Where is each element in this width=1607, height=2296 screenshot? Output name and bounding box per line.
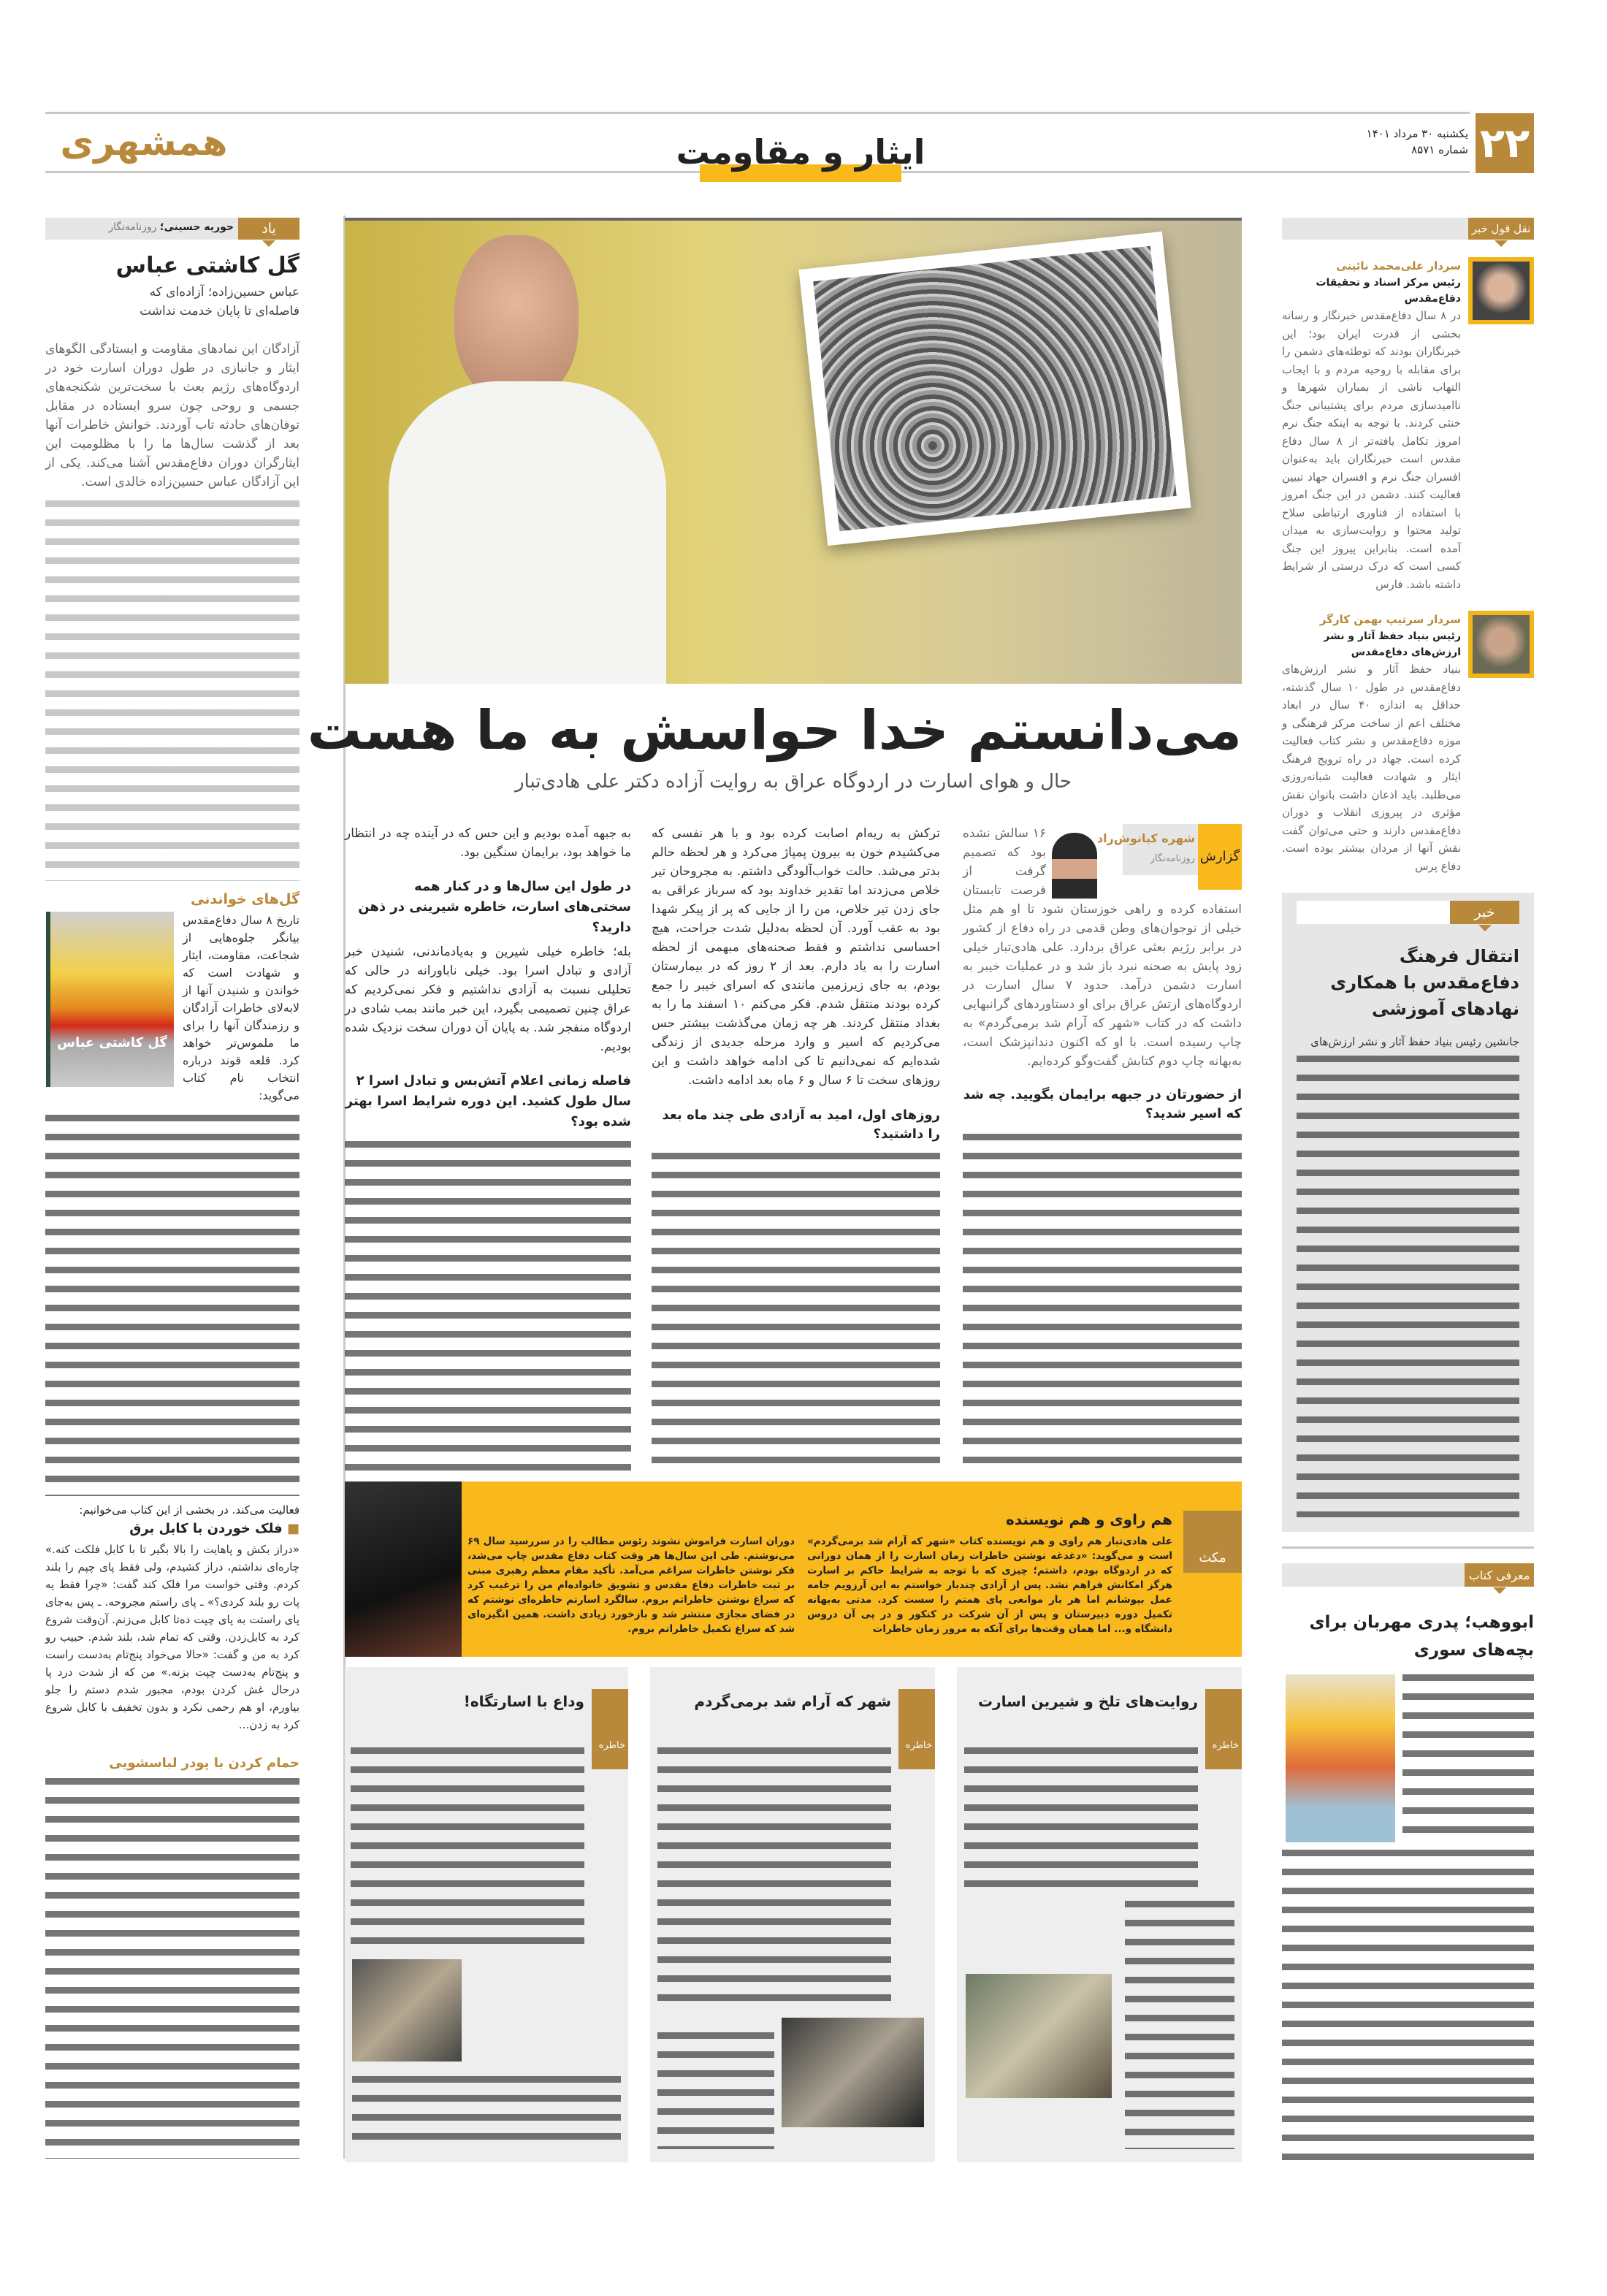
main-col1 xyxy=(963,824,1242,1476)
memory-text-3 xyxy=(351,1747,584,1945)
crowd-image xyxy=(813,246,1176,532)
main-photo xyxy=(345,218,1242,684)
question-4: فاصله زمانی اعلام آتش‌بس و تبادل اسرا ۲ سال طول کشید. این دوره شرایط اسرا بهتر شده بود؟ xyxy=(345,1073,631,1129)
memory-title-1: روایت‌های تلخ و شیرین اسارت xyxy=(978,1693,1198,1710)
callout-text-2: دوران اسارت فراموش نشوند رئوس مطالب را در سررسید سال ۶۹ می‌نوشتم. طی این سال‌ها هر وقت کتاب دفاع مقدس چاپ می‌شد، فکر نوشتن خاطرات سراغم می‌آمد. تأکید مقام معظم رهبری مبنی بر ثبت خاطرات دفاع مقدس و تشویق خانواده‌ام من را ترغیب کرد که سراغ نوشتن خاطراتم بروم. سالگرد اسارتم خاطره‌ای نوشتم که در فضای مجازی منتشر شد و بازخورد زیادی داشت. همین انگیزه‌ای شد که سراغ تکمیل خاطراتم بروم. xyxy=(467,1536,795,1635)
issue-info xyxy=(1337,126,1468,158)
quote-1-name: سردار علی‌محمد نائینی xyxy=(1336,259,1461,272)
memory-box-2 xyxy=(650,1667,935,2162)
memory-text-2b xyxy=(657,2032,774,2149)
news-tag-row xyxy=(1297,901,1519,924)
quote-2-photo xyxy=(1468,611,1534,678)
news-body xyxy=(1297,1056,1519,1517)
left-byline xyxy=(51,221,234,233)
left-subhead-readable-flowers: گل‌های خواندنی xyxy=(191,891,299,908)
main-col1-intro-text: ۱۶ سالش نشده بود که تصمیم گرفت از فرصت تابستان استفاده کرده و راهی خوزستان شود تا او هم مثل خیلی از نوجوان‌های وطن قدمی در راه دفاع از کشور در برابر رژیم بعثی عراق بردارد. علی هادی‌تبار خیلی زود پایش به صحنه نبرد باز شد و در عملیات خیبر به اسارت دشمن درآمد. حدود ۷ سال اسارت در اردوگاه‌های ارتش عراق برای او دستاوردهای گرانبهایی داشت که در کتاب «شهر که آرام شد برمی‌گردم» به چاپ رسیده است. با او که اکنون دندانپزشک است، به‌بهانه چاپ دوم کتابش گفت‌وگو کرده‌ایم. xyxy=(963,826,1242,1069)
main-col2-body xyxy=(652,1153,940,1476)
main-col1-body xyxy=(963,1134,1242,1476)
newspaper-logo: همشهری xyxy=(60,121,228,164)
book-intro-tag: معرفی کتاب xyxy=(1465,1563,1534,1587)
quote-1-text: در ۸ سال دفاع‌مقدس خبرنگار و رسانه بخشی از قدرت ایران بود؛ این خبرنگاران بودند که توطئه‌های دشمن را برای مقابله با روحیه مردم و با ایجاب التهاب ناشی از بمباران شهرها و ناامیدسازی مردم برای پشتیبانی جنگ خنثی کردند. با توجه به اینکه جنگ نرم امروز تکامل یافته‌تر از ۸ سال دفاع مقدس است خبرنگاران باید به‌عنوان افسران جنگ نرم و افسران جهاد تبیین فعالیت کنند. دشمن در این جنگ امروز با استفاده از فناوری ارتباطی سلاح تولید محتوا و روایت‌سازی به میدان آمده است. بنابراین پیروز این جنگ کسی است که درک درستی از شرایط داشته باشد. فارس xyxy=(1282,309,1461,591)
issue-number: شماره ۸۵۷۱ xyxy=(1411,143,1468,156)
quotes-tag: نقل قول خبر xyxy=(1468,218,1534,240)
quote-1-photo xyxy=(1468,257,1534,324)
quote-2-role: رئیس بنیاد حفظ آثار و نشر ارزش‌های دفاع‌مقدس xyxy=(1324,630,1461,658)
question-2: روزهای اول، امید به آزادی طی چند ماه بعد را داشتید؟ xyxy=(662,1107,940,1142)
memory-title-2: شهر که آرام شد برمی‌گردم xyxy=(694,1693,891,1710)
memory-tag-2: خاطره xyxy=(905,1740,932,1751)
quote-1-role: رئیس مرکز اسناد و تحقیقات دفاع‌مقدس xyxy=(1316,277,1461,305)
left-article-subtitle: عباس حسین‌زاده؛ آزاده‌ای که فاصله‌ای تا پایان خدمت نداشت xyxy=(140,285,299,319)
main-col2-text: ترکش به ریه‌ام اصابت کرده بود و با هر نفسی که می‌کشیدم خون به بیرون پمپاژ می‌کرد و هر لحظه حالم بدتر می‌شد. حالت خواب‌آلودگی داشتم. به مجروحان تیر خلاص می‌زدند اما تقدیر خداوند بود که سرباز عراقی به جای زدن تیر خلاص، من را از جایی که پر از پیکر شهدا بود به عقب آورد. آن لحظه به‌دلیل شدت جراحت، هیچ احساسی نداشتم و فقط صحنه‌های مبهمی از لحظه اسارت را به یاد دارم. بعد از ۲ روز که در بیمارستان بودم، به جای زیرزمین مانندی که اسرای خیبر را جمع کرده بودند منتقل شدم. فکر می‌کنم ۱۰ اسفند ما را به بغداد منتقل کردند. هر چه زمان می‌گذشت بیشتر حس می‌کردیم که اسیر و وارد مرحله جدیدی از زندگی شده‌ایم که نمی‌دانیم تا کی ادامه خواهد داشت و این روزهای سخت تا ۶ سال و ۶ ماه بعد ادامه داشت. xyxy=(652,826,940,1088)
left-tag-row xyxy=(45,218,299,240)
callout-box xyxy=(345,1481,1242,1657)
quote-1-content xyxy=(1282,257,1461,593)
news-tag: خبر xyxy=(1450,901,1519,924)
left-article-intro: آزادگان این نمادهای مقاومت و ایستادگی الگوهای ایثار و جانبازی در طول دوران اسارت خود در اردوگاه‌های رژیم بعث با سخت‌ترین شکنجه‌های جسمی و روحی چون سرو ایستاده در مقابل توفان‌های حادثه تاب آوردند. خوانش خاطرات آنها بعد از گذشت سال‌ها ما را با مظلومیت این ایثارگران دوران دفاع‌مقدس آشنا می‌کند. یکی از این آزادگان عباس حسین‌زاده خالدی است. xyxy=(45,342,299,489)
author-name: شهره کیانوش‌راد xyxy=(1096,831,1195,845)
author-photo xyxy=(1052,833,1097,899)
main-col3-body xyxy=(345,1141,631,1476)
news-text: جانشین رئیس بنیاد حفظ آثار و نشر ارزش‌های xyxy=(1310,1035,1519,1048)
book-intro-title: ابووهب؛ پدری مهربان برای بچه‌های سوری xyxy=(1309,1613,1534,1660)
left-author-name: حوریه حسینی؛ xyxy=(159,221,234,233)
report-tag: گزارش xyxy=(1198,824,1242,890)
author-box xyxy=(1046,824,1242,900)
memory-photo-3 xyxy=(352,1959,462,2062)
memory-text-1 xyxy=(964,1747,1198,1893)
book-cover-image xyxy=(46,912,174,1087)
left-subhead-whipping-text: فلک خوردن با کابل برق xyxy=(129,1520,283,1536)
left-subhead-whipping xyxy=(45,1521,299,1536)
main-col2 xyxy=(652,824,940,1476)
section-title: ایثار و مقاومت xyxy=(676,132,925,172)
photo-subject-head xyxy=(454,235,579,403)
quote-2-name: سردار سرتیپ بهمن کارگر xyxy=(1319,613,1461,626)
memory-photo-2 xyxy=(782,2018,924,2127)
callout-text-1: علی هادی‌تبار هم راوی و هم نویسنده کتاب «شهر که آرام شد برمی‌گردم» است و می‌گوید: «دغدغه نوشتن خاطرات زمان اسارت را از همان دورانی که در اردوگاه بودم، داشتم؛ چیزی که با توجه به شرایط حاکم بر اسارت هرگز امکانش فراهم نشد. پس از آزادی چندبار خواستم به این آرزویم جامه عمل بپوشانم اما هر بار موانعی پای همتم را سست کرد. مدتی به‌بهانه تکمیل دوره دبیرستان و پس از آن شرکت در کنکور و در پی آن دروس دانشگاه و... اما همان وقت‌ها برای آنکه به مرور زمان خاطرات xyxy=(807,1536,1172,1635)
memory-text-3b xyxy=(352,2076,621,2149)
book-intro-text xyxy=(1402,1674,1534,1842)
left-book-row xyxy=(45,912,299,1105)
main-col3 xyxy=(345,824,631,1476)
left-column xyxy=(45,218,299,2159)
memory-text-2 xyxy=(657,1747,891,2010)
book-intro-cover xyxy=(1286,1674,1395,1842)
news-title: انتقال فرهنگ دفاع‌مقدس با همکاری نهادهای آموزشی xyxy=(1330,946,1519,1019)
memory-photo-1 xyxy=(966,1974,1112,2098)
callout-tag: مکث xyxy=(1183,1511,1242,1573)
left-subhead-text: تاریخ ۸ سال دفاع‌مقدس بیانگر جلوه‌هایی از شجاعت، مقاومت، ایثار و شهادت است که خواندن و شنیدن آنها از لابه‌لای خاطرات آزادگان و رزمندگان آنها را برای ما ملموس‌تر خواهد کرد. قلعه قوند درباره انتخاب نام کتاب می‌گوید: xyxy=(183,913,299,1103)
memory-tag-1-bg xyxy=(1205,1689,1242,1769)
right-column xyxy=(1282,218,1534,2162)
memory-tag-3: خاطره xyxy=(598,1740,625,1751)
left-article-title: گل کاشتی عباس xyxy=(115,253,299,278)
left-excerpt-lead: فعالیت می‌کند. در بخشی از این کتاب می‌خوانیم: xyxy=(79,1503,299,1517)
left-author-role: روزنامه‌نگار xyxy=(108,221,157,233)
memory-tag-1: خاطره xyxy=(1212,1740,1239,1751)
quote-1 xyxy=(1282,257,1534,593)
main-col1-intro xyxy=(963,824,1242,1071)
news-box xyxy=(1282,893,1534,1532)
left-body-text xyxy=(45,500,299,881)
left-body-text-3 xyxy=(45,1115,299,1495)
main-col3-text-a: به جبهه آمده بودیم و این حس که در آینده چه در انتظار ما خواهد بود، برایمان سنگین بود. xyxy=(345,826,631,860)
memory-tag-3-bg xyxy=(592,1689,628,1769)
left-section-tag: یاد xyxy=(238,218,299,240)
book-intro xyxy=(1282,1563,1534,2162)
memory-box-1 xyxy=(957,1667,1242,2162)
book-intro-row xyxy=(1282,1674,1534,1842)
square-bullet-icon: ■ xyxy=(282,1520,299,1536)
main-col3-text-b: بله؛ خاطره خیلی شیرین و به‌یادماندنی، شنیدن خبر آزادی و تبادل اسرا بود. خیلی ناباورانه در حالی که تحلیلی نسبت به آزادی نداشتیم و فکر نمی‌کردیم که عراق چنین تصمیمی بگیرد، این خبر مانند بمب شادی در اردوگاه منفجر شد. به پایان آن دوران سخت نزدیک شده بودیم. xyxy=(345,945,631,1054)
book-intro-body xyxy=(1282,1850,1534,2162)
quote-2 xyxy=(1282,611,1534,875)
question-3: در طول این سال‌ها و در کنار همه سختی‌های اسارت، خاطره شیرینی در ذهن دارید؟ xyxy=(358,879,631,935)
callout-book-image xyxy=(345,1481,462,1657)
book-cover-title: گل کاشتی عباس xyxy=(57,1035,167,1051)
left-body-text-4 xyxy=(45,1778,299,2159)
book-tag-row xyxy=(1282,1563,1534,1587)
left-subhead-bathing: حمام کردن با پودر لباسشویی xyxy=(109,1755,299,1771)
quotes-tag-row xyxy=(1282,218,1534,240)
quote-2-text: بنیاد حفظ آثار و نشر ارزش‌های دفاع‌مقدس در طول ۱۰ سال گذشته، حداقل به اندازه ۴۰ سال در ابعاد مختلف اعم از ساخت مرکز فرهنگی و موزه دفاع‌مقدس و نشر کتاب فعالیت کرده است. جهاد در راه ترویج فرهنگ ایثار و شهادت فعالیت شبانه‌روزی می‌طلبد. باید اذعان داشت بانوان نقش مؤثری در پیروزی انقلاب و دوران دفاع‌مقدس دارند و حتی می‌توان گفت نقش آنها از مردان بیشتر بوده است. دفاع پرس xyxy=(1282,663,1461,873)
inset-crowd-photo xyxy=(799,232,1191,546)
memory-tag-2-bg xyxy=(898,1689,935,1769)
issue-date: یکشنبه ۳۰ مرداد ۱۴۰۱ xyxy=(1366,127,1468,140)
callout-title: هم راوی و هم نویسنده xyxy=(1006,1511,1172,1528)
author-role: روزنامه‌نگار xyxy=(1150,853,1195,864)
memory-title-3: وداع با اسارتگاه! xyxy=(463,1693,584,1710)
photo-subject-coat xyxy=(389,381,666,684)
left-excerpt-text: «دراز بکش و پاهایت را بالا بگیر تا با کابل فلکت کنه.» چاره‌ای نداشتم، دراز کشیدم، ولی فقط پای چپم را بلند کردم. وقتی خواست مرا فلک کند گفت: «چرا فقط یه پات رو بلند کردی؟» ـ پای راستم مجروحه. ـ پس به‌جای پای راستت به پای چپت ده‌تا کابل می‌زنم. آن‌وقت شروع کرد به کابل‌زدن. وقتی که تمام شد، بلند شدم. حبیب رو کرد به من و گفت: «حالا می‌خواد پنج‌تام به‌دست راست و پنج‌تام به‌دست چپت بزنه.» من که از شدت درد پا درحال غش کردن بودم، مجبور شدم دستم را جلو بیاورم، او هم رحمی نکرد و بدون تخفیف با کابل شروع کرد به زدن... xyxy=(45,1542,299,1731)
question-1: از حضورتان در جبهه برایمان بگویید. چه شد که اسیر شدید؟ xyxy=(963,1087,1242,1121)
memory-box-3 xyxy=(345,1667,628,2162)
memory-text-1b xyxy=(1125,1901,1234,2149)
main-subtitle: حال و هوای اسارت در اردوگاه عراق به روایت آزاده دکتر علی هادی‌تبار xyxy=(514,771,1072,793)
page-number: ۲۲ xyxy=(1476,113,1534,173)
quote-2-content xyxy=(1282,611,1461,875)
main-headline: می‌دانستم خدا حواسش به ما هست xyxy=(307,699,1242,762)
header-top-rule xyxy=(45,112,1470,114)
right-divider xyxy=(1282,1546,1534,1549)
